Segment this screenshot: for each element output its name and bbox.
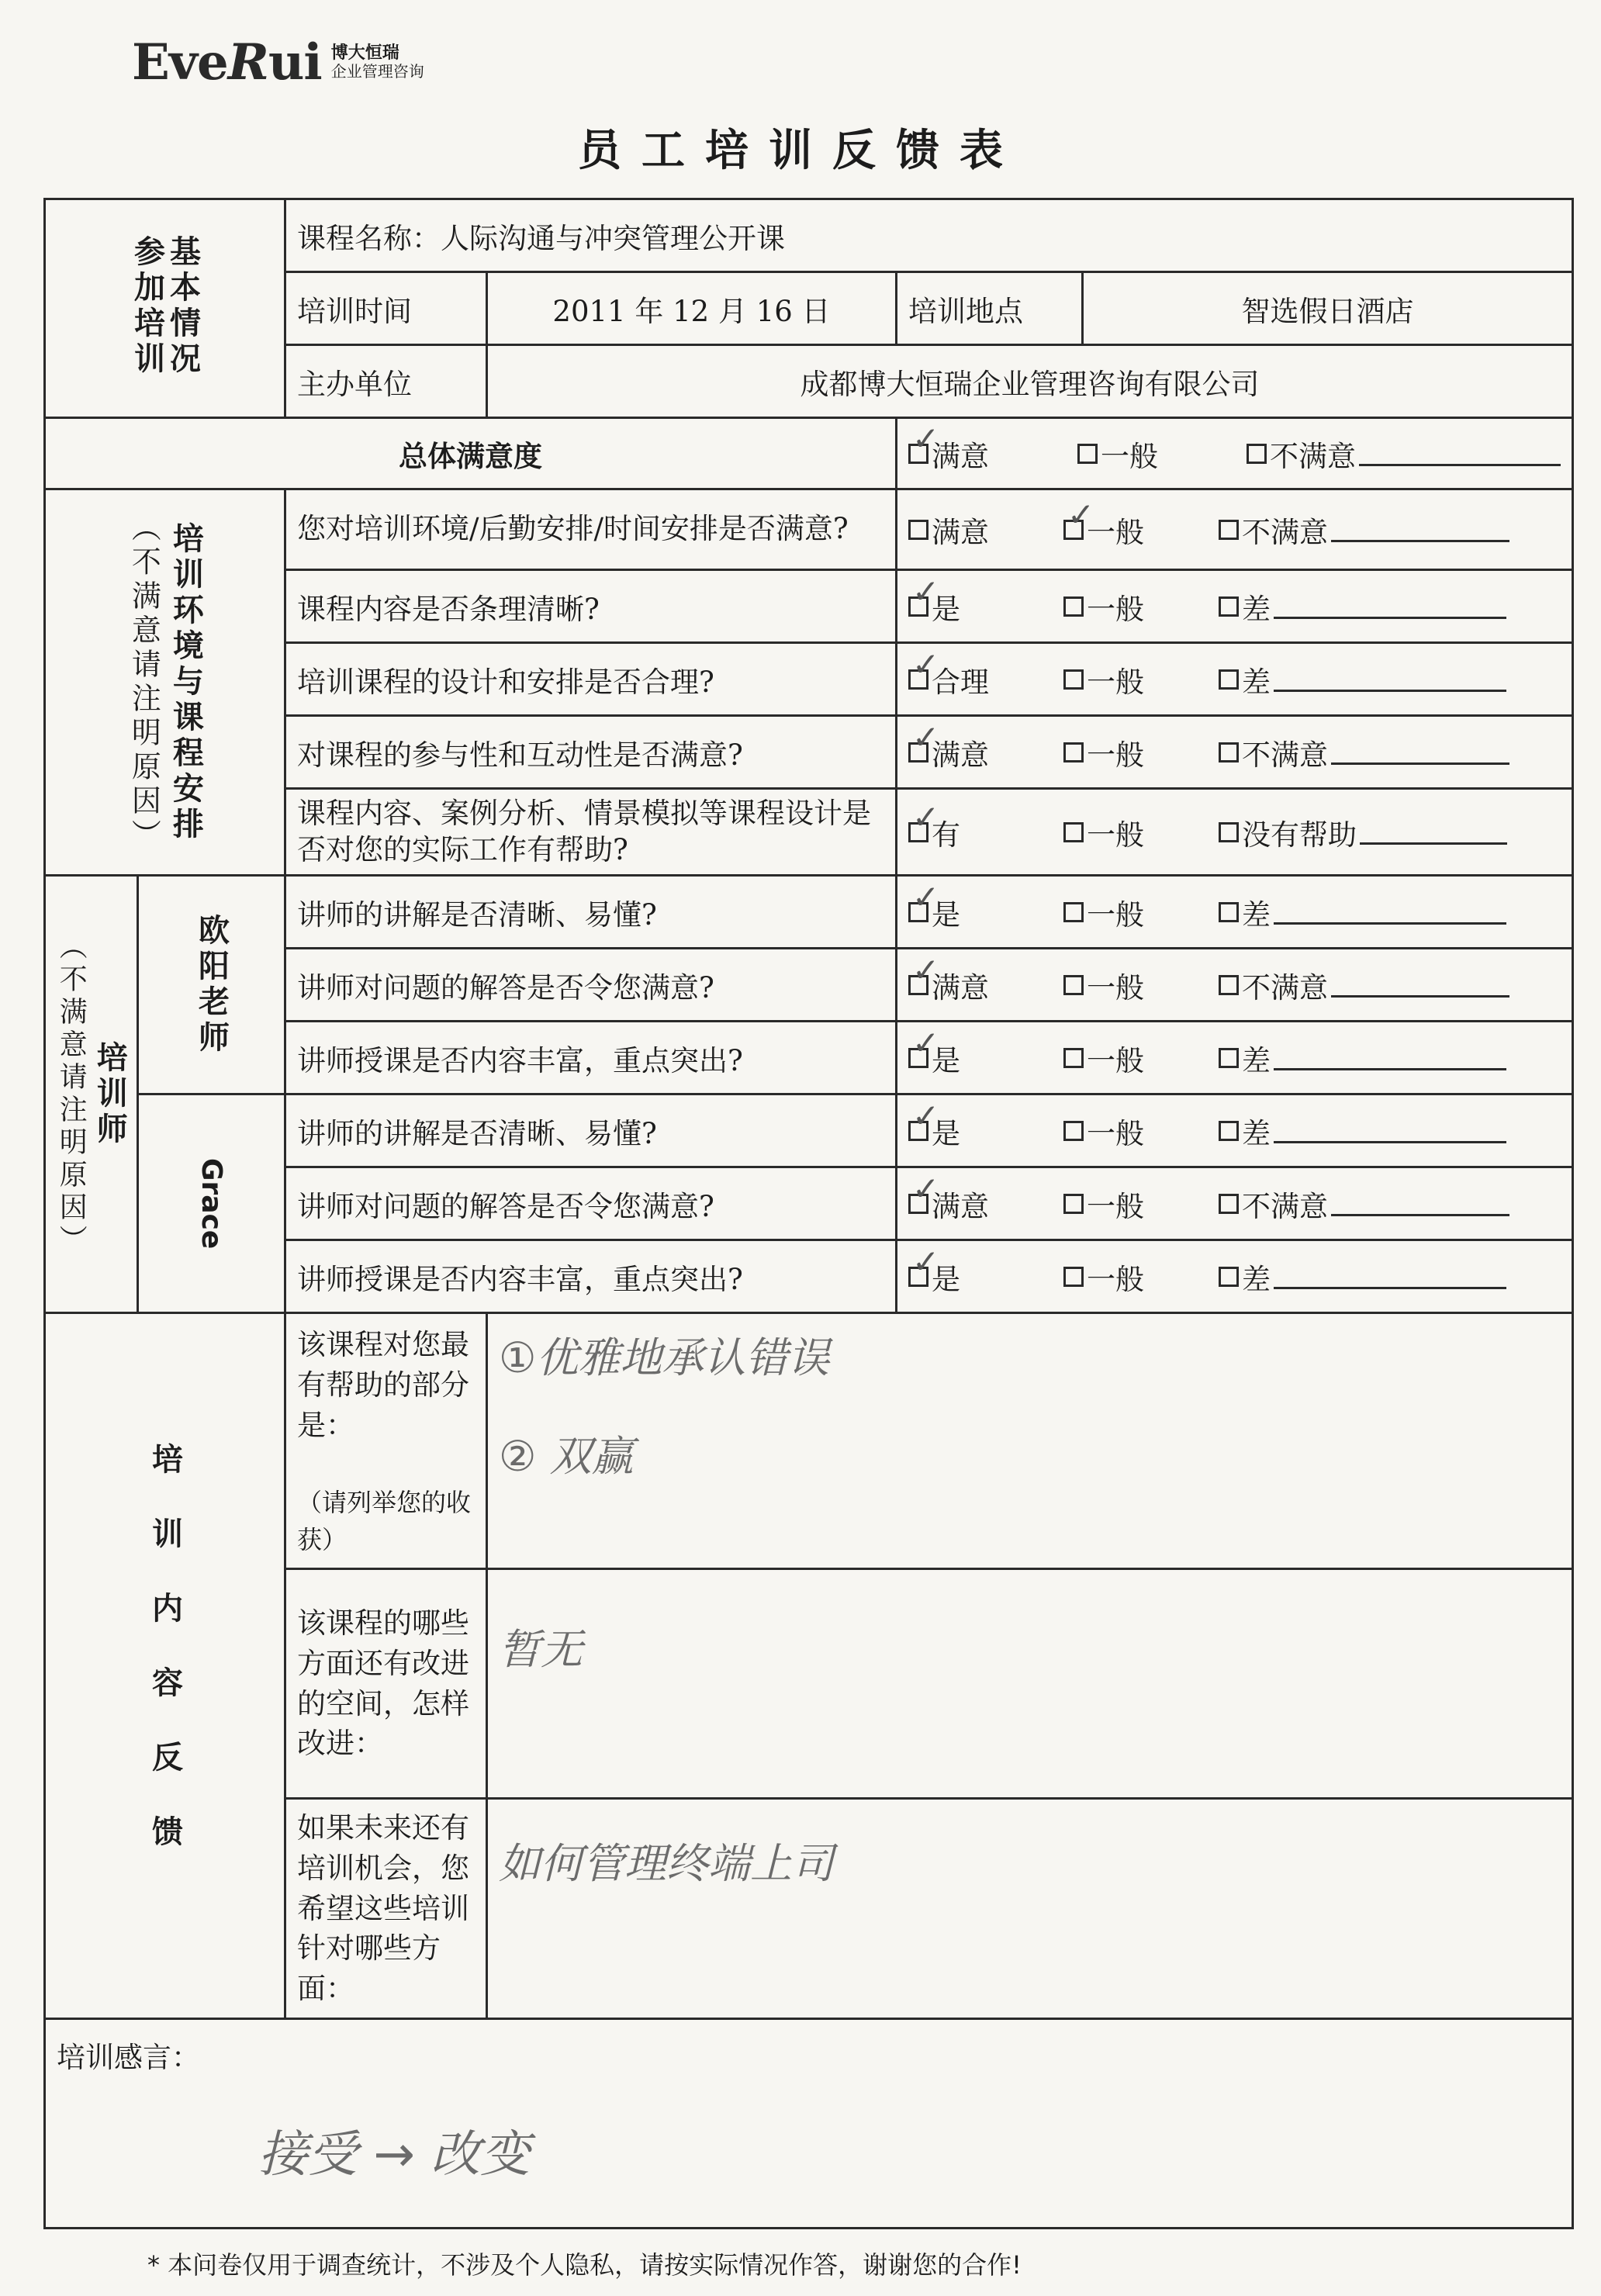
organizer-value: 成都博大恒瑞企业管理咨询有限公司 [487, 345, 1573, 418]
content-section-label: 培训内容反馈 [45, 1313, 285, 2019]
trainer-question: 讲师对问题的解答是否令您满意? [285, 1167, 897, 1240]
trainer-1-name: 欧阳老师 [138, 876, 285, 1094]
check-mark-icon: ✓ [912, 572, 940, 610]
env-question: 对课程的参与性和互动性是否满意? [285, 716, 897, 789]
option-2[interactable]: 一般 [1063, 811, 1219, 853]
option-2[interactable]: 一般 [1063, 891, 1219, 933]
checkbox-icon [1063, 669, 1084, 690]
checkbox-icon [1063, 1194, 1084, 1214]
checkbox-icon [908, 572, 940, 617]
checkbox-icon [908, 645, 940, 690]
checkbox-icon [908, 797, 940, 842]
content-q2: 该课程的哪些方面还有改进的空间，怎样改进： [285, 1569, 487, 1799]
option-3[interactable]: 差 [1219, 1110, 1506, 1152]
checkbox-icon [1063, 596, 1084, 617]
env-question: 培训课程的设计和安排是否合理? [285, 643, 897, 716]
checkbox-icon [1063, 742, 1084, 762]
check-mark-icon: ✓ [912, 645, 940, 683]
option-3[interactable]: 不满意 [1219, 964, 1509, 1006]
remarks[interactable]: 培训感言： 接受 → 改变 [45, 2019, 1573, 2229]
checkbox-icon [908, 520, 928, 540]
option-2[interactable]: 一般 [1063, 731, 1219, 773]
content-a3[interactable]: 如何管理终端上司 [487, 1799, 1573, 2019]
content-a1[interactable]: ①优雅地承认错误 ② 双赢 [487, 1313, 1573, 1569]
checkbox-icon [1063, 822, 1084, 842]
time-value: 2011 年 12 月 16 日 [487, 272, 897, 345]
option-1[interactable]: ✓ 满意 [908, 964, 1063, 1006]
option-3[interactable]: 不满意 [1219, 509, 1509, 551]
option-2[interactable]: 一般 [1063, 1256, 1219, 1298]
option-1[interactable]: ✓ 是 [908, 1110, 1063, 1152]
env-options [897, 489, 1573, 570]
trainer-options [897, 949, 1573, 1022]
trainer-options [897, 876, 1573, 949]
check-mark-icon: ✓ [912, 797, 940, 836]
env-section-label: （不满意请注明原因） 培训环境与课程安排 [45, 489, 285, 876]
check-mark-icon: ✓ [912, 419, 940, 458]
checkbox-icon [908, 950, 940, 995]
logo [132, 31, 424, 93]
checkbox-icon [1077, 444, 1098, 464]
course-name: 课程名称：人际沟通与冲突管理公开课 [285, 199, 1573, 272]
place-value: 智选假日酒店 [1083, 272, 1573, 345]
option-2[interactable]: 一般 [1063, 586, 1219, 628]
checkbox-icon [1219, 520, 1239, 540]
overall-opt-3[interactable]: 不满意 [1247, 433, 1561, 475]
feedback-form [43, 198, 1574, 2229]
check-mark-icon: ✓ [912, 950, 940, 989]
option-3[interactable]: 没有帮助 [1219, 811, 1507, 853]
logo-subtitle: 博大恒瑞 企业管理咨询 [330, 43, 424, 81]
checkbox-icon [1219, 1267, 1239, 1287]
overall-options [897, 418, 1573, 489]
trainer-options [897, 1167, 1573, 1240]
overall-opt-2[interactable]: 一般 [1077, 433, 1247, 475]
env-question: 您对培训环境/后勤安排/时间安排是否满意? [285, 489, 897, 570]
option-3[interactable]: 差 [1219, 659, 1506, 700]
content-q3: 如果未来还有培训机会，您希望这些培训针对哪些方面： [285, 1799, 487, 2019]
checkbox-icon [1063, 495, 1095, 540]
trainer-question: 讲师的讲解是否清晰、易懂? [285, 876, 897, 949]
checkbox-icon [1247, 444, 1267, 464]
env-question: 课程内容、案例分析、情景模拟等课程设计是否对您的实际工作有帮助? [285, 789, 897, 876]
option-2[interactable]: 一般 [1063, 1183, 1219, 1225]
checkbox-icon [908, 877, 940, 922]
option-2[interactable]: 一般 [1063, 1110, 1219, 1152]
logo-mark: EveRui [132, 33, 322, 92]
check-mark-icon: ✓ [912, 718, 940, 756]
option-1[interactable]: ✓ 满意 [908, 731, 1063, 773]
check-mark-icon: ✓ [912, 1096, 940, 1135]
option-1[interactable]: ✓ 有 [908, 811, 1063, 853]
env-options [897, 570, 1573, 643]
check-mark-icon: ✓ [1067, 495, 1095, 534]
env-options [897, 643, 1573, 716]
option-2[interactable]: 一般 [1063, 964, 1219, 1006]
env-options [897, 716, 1573, 789]
checkbox-icon [1063, 975, 1084, 995]
page-title: 员工培训反馈表 [578, 126, 1023, 176]
env-question: 课程内容是否条理清晰? [285, 570, 897, 643]
trainer-question: 讲师对问题的解答是否令您满意? [285, 949, 897, 1022]
option-2[interactable]: 一般 [1063, 659, 1219, 700]
checkbox-icon [1219, 975, 1239, 995]
checkbox-icon [1219, 596, 1239, 617]
checkbox-icon [908, 718, 940, 762]
option-1[interactable]: ✓ 是 [908, 891, 1063, 933]
checkbox-icon [1219, 669, 1239, 690]
trainer-question: 讲师授课是否内容丰富，重点突出? [285, 1022, 897, 1094]
checkbox-icon [908, 1169, 940, 1214]
option-2[interactable]: 一般 [1063, 1037, 1219, 1079]
option-3[interactable]: 不满意 [1219, 1183, 1509, 1225]
place-label: 培训地点 [897, 272, 1083, 345]
trainer-options [897, 1094, 1573, 1167]
option-1[interactable]: ✓ 满意 [908, 1183, 1063, 1225]
checkbox-icon [1219, 1194, 1239, 1214]
option-1[interactable]: ✓ 合理 [908, 659, 1063, 700]
trainer-options [897, 1240, 1573, 1313]
checkbox-icon [908, 419, 940, 464]
trainer-2-name: Grace [138, 1094, 285, 1313]
checkbox-icon [1219, 902, 1239, 922]
checkbox-icon [908, 1023, 940, 1068]
content-a2[interactable]: 暂无 [487, 1569, 1573, 1799]
checkbox-icon [1219, 1121, 1239, 1141]
checkbox-icon [908, 1242, 940, 1287]
option-3[interactable]: 不满意 [1219, 731, 1509, 773]
option-1[interactable]: ✓ 是 [908, 1037, 1063, 1079]
trainer-options [897, 1022, 1573, 1094]
check-mark-icon: ✓ [912, 1023, 940, 1062]
option-3[interactable]: 差 [1219, 1256, 1506, 1298]
option-2[interactable]: ✓ 一般 [1063, 509, 1219, 551]
env-options [897, 789, 1573, 876]
checkbox-icon [1063, 1121, 1084, 1141]
checkbox-icon [1219, 1048, 1239, 1068]
option-3[interactable]: 差 [1219, 1037, 1506, 1079]
trainer-section-label: （不满意请注明原因） 培训师 [45, 876, 138, 1313]
option-1[interactable]: ✓ 是 [908, 1256, 1063, 1298]
checkbox-icon [1219, 822, 1239, 842]
option-3[interactable]: 差 [1219, 586, 1506, 628]
organizer-label: 主办单位 [285, 345, 487, 418]
footer-note: * 本问卷仅用于调查统计，不涉及个人隐私，请按实际情况作答，谢谢您的合作! [147, 2250, 1022, 2280]
option-1[interactable]: ✓ 是 [908, 586, 1063, 628]
checkbox-icon [908, 1096, 940, 1141]
content-q1: 该课程对您最有帮助的部分是： （请列举您的收获） [285, 1313, 487, 1569]
time-label: 培训时间 [285, 272, 487, 345]
checkbox-icon [1063, 902, 1084, 922]
checkbox-icon [1063, 1048, 1084, 1068]
check-mark-icon: ✓ [912, 1169, 940, 1208]
option-1[interactable]: 满意 [908, 509, 1063, 551]
basic-section-label: 基本情况参加培训 [45, 199, 285, 418]
trainer-question: 讲师的讲解是否清晰、易懂? [285, 1094, 897, 1167]
trainer-question: 讲师授课是否内容丰富，重点突出? [285, 1240, 897, 1313]
check-mark-icon: ✓ [912, 877, 940, 916]
overall-label: 总体满意度 [45, 418, 897, 489]
overall-opt-1[interactable]: ✓ 满意 [908, 433, 1077, 475]
checkbox-icon [1063, 1267, 1084, 1287]
checkbox-icon [1219, 742, 1239, 762]
option-3[interactable]: 差 [1219, 891, 1506, 933]
check-mark-icon: ✓ [912, 1242, 940, 1281]
